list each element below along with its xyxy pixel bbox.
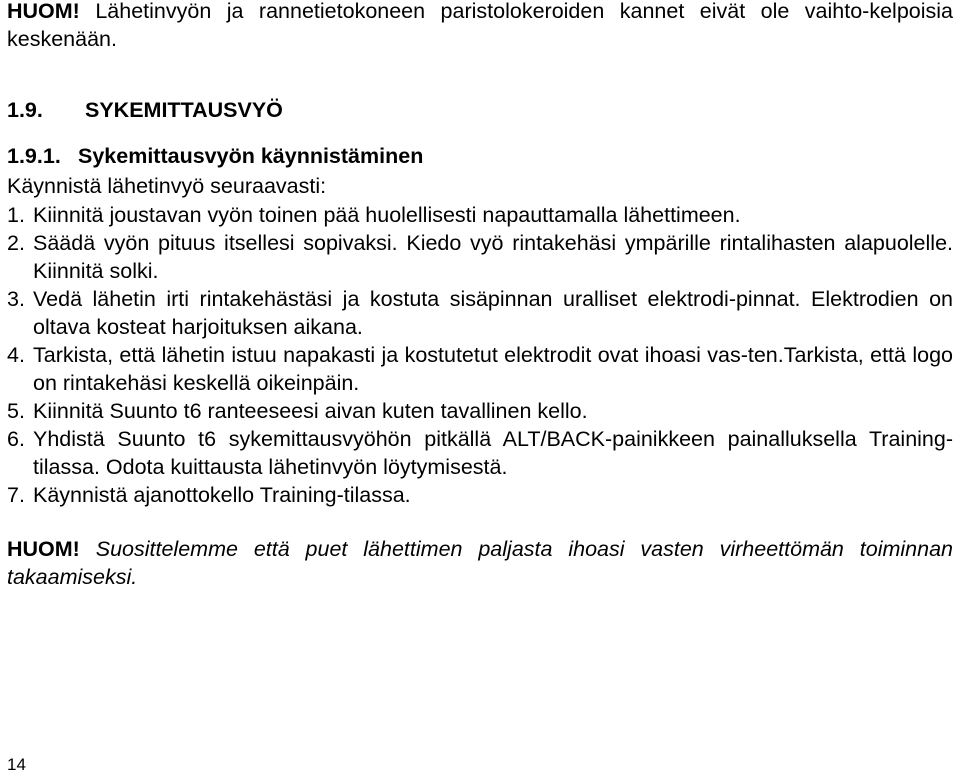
subsection-title: Sykemittausvyön käynnistäminen <box>78 144 424 168</box>
top-note <box>7 0 953 53</box>
list-item: 4. Tarkista, että lähetin istuu napakasti ja kostutetut elektrodit ovat ihoasi vas-ten.Tarkista, että logo on rintakehäsi keskellä oikeinpäin. <box>7 343 953 395</box>
list-item: 5. Kiinnitä Suunto t6 ranteeseesi aivan kuten tavallinen kello. <box>7 399 588 423</box>
bottom-note-text: Suosittelemme että puet lähettimen paljasta ihoasi vasten virheettömän toiminnan takaamiseksi. <box>7 537 953 589</box>
page-number: 14 <box>7 755 26 774</box>
bottom-note-label: HUOM! <box>7 537 80 561</box>
list-item: 3. Vedä lähetin irti rintakehästäsi ja kostuta sisäpinnan uralliset elektrodi-pinnat. Elektrodien on oltava kosteat harjoituksen aikana. <box>7 287 953 339</box>
top-note-text: Lähetinvyön ja rannetietokoneen paristolokeroiden kannet eivät ole vaihto-kelpoisia keskenään. <box>7 0 953 51</box>
list-item: 6. Yhdistä Suunto t6 sykemittausvyöhön pitkällä ALT/BACK-painikkeen painalluksella Training-tilassa. Odota kuittausta lähetinvyön löytymisestä. <box>7 427 953 479</box>
steps-list <box>7 201 953 509</box>
list-item: 7. Käynnistä ajanottokello Training-tilassa. <box>7 483 411 507</box>
section-title: SYKEMITTAUSVYÖ <box>85 98 283 122</box>
section-heading <box>7 96 953 124</box>
intro-text: Käynnistä lähetinvyö seuraavasti: <box>7 174 327 198</box>
bottom-note <box>7 535 953 591</box>
top-note-label: HUOM! <box>7 0 80 23</box>
subsection-heading <box>7 142 953 170</box>
list-item: 2. Säädä vyön pituus itsellesi sopivaksi. Kiedo vyö rintakehäsi ympärille rintalihasten alapuolelle. Kiinnitä solki. <box>7 231 953 283</box>
list-item: 1. Kiinnitä joustavan vyön toinen pää huolellisesti napauttamalla lähettimeen. <box>7 203 741 227</box>
subsection-number: 1.9.1. <box>7 144 61 168</box>
section-number: 1.9. <box>7 98 43 122</box>
